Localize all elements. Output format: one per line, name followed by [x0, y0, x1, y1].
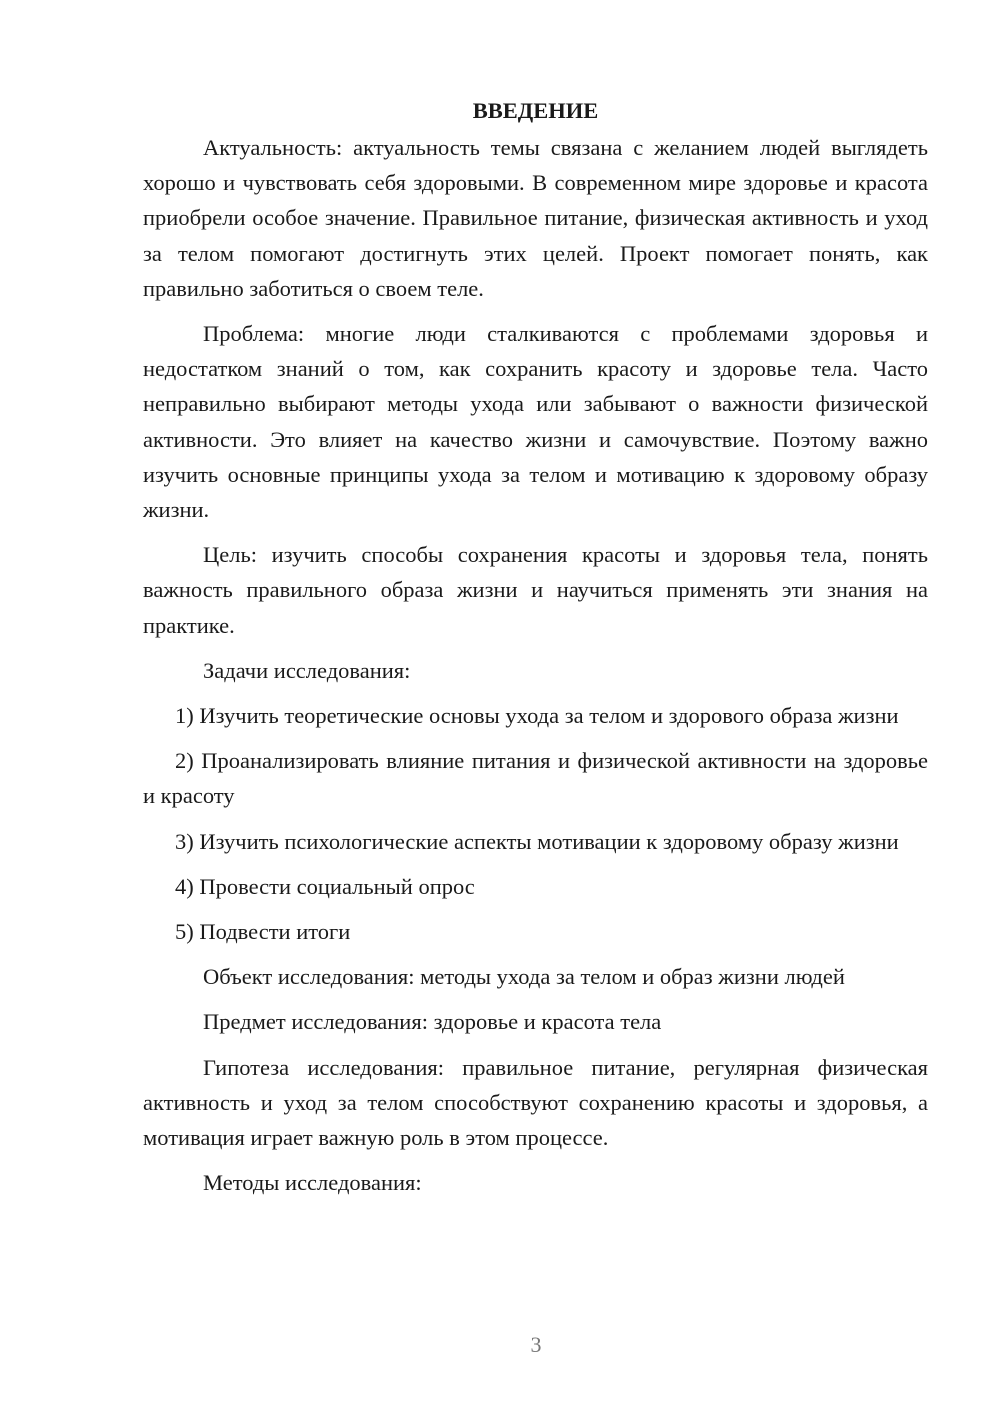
object-paragraph: Объект исследования: методы ухода за телом и образ жизни людей	[203, 964, 845, 990]
tasks-title: Задачи исследования:	[203, 657, 411, 683]
page-number: 3	[530, 1332, 542, 1357]
task-item-4: 4) Провести социальный опрос	[175, 873, 475, 899]
section-heading: ВВЕДЕНИЕ	[472, 98, 599, 123]
task-item-2: 2) Проанализировать влияние питания и физической активности на здоровье и красоту	[143, 748, 928, 809]
hypothesis-paragraph: Гипотеза исследования: правильное питание, регулярная физическая активность и уход за телом способствуют сохранению красоты и здоровья, а мотивация играет важную роль в этом процессе.	[143, 1054, 928, 1151]
methods-title: Методы исследования:	[203, 1170, 422, 1196]
task-item-5: 5) Подвести итоги	[175, 919, 351, 945]
problem-paragraph: Проблема: многие люди сталкиваются с проблемами здоровья и недостатком знаний о том, как сохранить красоту и здоровье тела. Часто неправильно выбирают методы ухода или забывают о важности физической активности. Это влияет на качество жизни и самочувствие. Поэтому важно изучить основные принципы ухода за телом и мотивацию к здоровому образу жизни.	[143, 321, 928, 523]
goal-paragraph: Цель: изучить способы сохранения красоты и здоровья тела, понять важность правильного образа жизни и научиться применять эти знания на практике.	[143, 542, 928, 638]
subject-paragraph: Предмет исследования: здоровье и красота тела	[203, 1009, 662, 1035]
task-item-1: 1) Изучить теоретические основы ухода за телом и здорового образа жизни	[175, 703, 899, 729]
task-item-3: 3) Изучить психологические аспекты мотивации к здоровому образу жизни	[175, 828, 899, 854]
page-content	[143, 93, 928, 1210]
relevance-paragraph: Актуальность: актуальность темы связана с желанием людей выглядеть хорошо и чувствовать себя здоровыми. В современном мире здоровье и красота приобрели особое значение. Правильное питание, физическая активность и уход за телом помогают достигнуть этих целей. Проект помогает понять, как правильно заботиться о своем теле.	[143, 135, 928, 301]
